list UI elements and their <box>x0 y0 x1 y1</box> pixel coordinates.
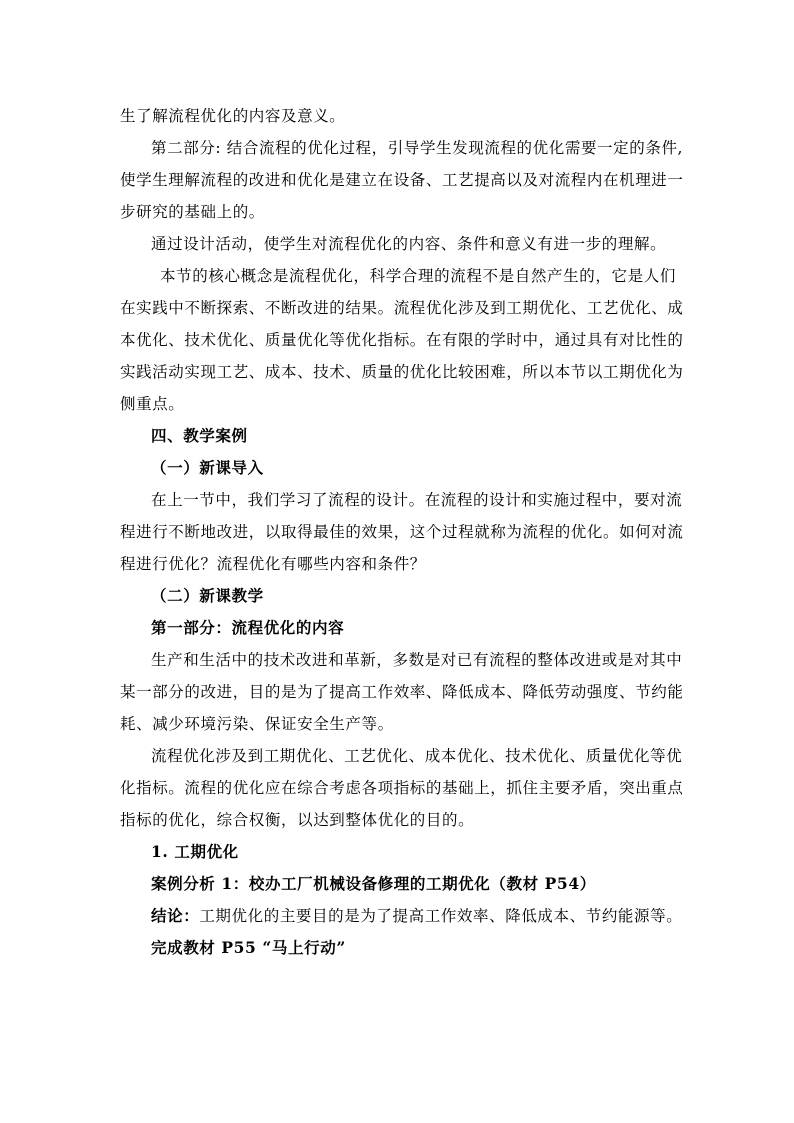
paragraph-line: 某一部分的改进，目的是为了提高工作效率、降低成本、降低劳动强度、节约能 <box>120 683 684 701</box>
conclusion-text: 工期优化的主要目的是为了提高工作效率、降低成本、节约能源等。 <box>199 907 683 925</box>
paragraph-line: 本节的核心概念是流程优化，科学合理的流程不是自然产生的，它是人们 <box>160 267 676 285</box>
paragraph-line: 本优化、技术优化、质量优化等优化指标。在有限的学时中，通过具有对比性的 <box>120 331 684 349</box>
conclusion-label: 结论： <box>151 906 200 925</box>
section-heading: 四、教学案例 <box>151 426 248 445</box>
conclusion-line <box>120 900 683 932</box>
paragraph-line: 程进行优化？流程优化有哪些内容和条件？ <box>120 555 426 573</box>
paragraph-line: 耗、减少环境污染、保证安全生产等。 <box>120 715 394 733</box>
paragraph-line: 化指标。流程的优化应在综合考虑各项指标的基础上，抓住主要矛盾，突出重点 <box>120 779 684 797</box>
paragraph-line: 指标的优化，综合权衡，以达到整体优化的目的。 <box>120 811 475 829</box>
paragraph-line: 在上一节中，我们学习了流程的设计。在流程的设计和实施过程中，要对流 <box>151 491 683 509</box>
document-page <box>120 100 684 964</box>
paragraph-line: 第二部分: 结合流程的优化过程，引导学生发现流程的优化需要一定的条件, <box>151 139 684 157</box>
paragraph-line: 实践活动实现工艺、成本、技术、质量的优化比较困难，所以本节以工期优化为 <box>120 363 684 381</box>
paragraph-line: 通过设计活动，使学生对流程优化的内容、条件和意义有进一步的理解。 <box>151 235 667 253</box>
subsection-heading: （一）新课导入 <box>151 458 264 477</box>
paragraph-line: 步研究的基础上的。 <box>120 203 265 221</box>
subsection-heading: （二）新课教学 <box>151 586 264 605</box>
paragraph-line: 在实践中不断探索、不断改进的结果。流程优化涉及到工期优化、工艺优化、成 <box>120 299 684 317</box>
paragraph-line: 生产和生活中的技术改进和革新，多数是对已有流程的整体改进或是对其中 <box>151 651 683 669</box>
paragraph-line: 使学生理解流程的改进和优化是建立在设备、工艺提高以及对流程内在机理进一 <box>120 171 684 189</box>
task-heading: 完成教材 P55 “马上行动” <box>151 938 346 957</box>
paragraph-line: 侧重点。 <box>120 395 185 413</box>
paragraph-line: 生了解流程优化的内容及意义。 <box>120 107 346 125</box>
item-heading: 1. 工期优化 <box>151 842 239 861</box>
part-heading: 第一部分：流程优化的内容 <box>151 618 345 637</box>
paragraph-line: 流程优化涉及到工期优化、工艺优化、成本优化、技术优化、质量优化等优 <box>151 747 683 765</box>
case-heading: 案例分析 1：校办工厂机械设备修理的工期优化（教材 P54） <box>151 874 596 893</box>
paragraph-line: 程进行不断地改进，以取得最佳的效果，这个过程就称为流程的优化。如何对流 <box>120 523 684 541</box>
